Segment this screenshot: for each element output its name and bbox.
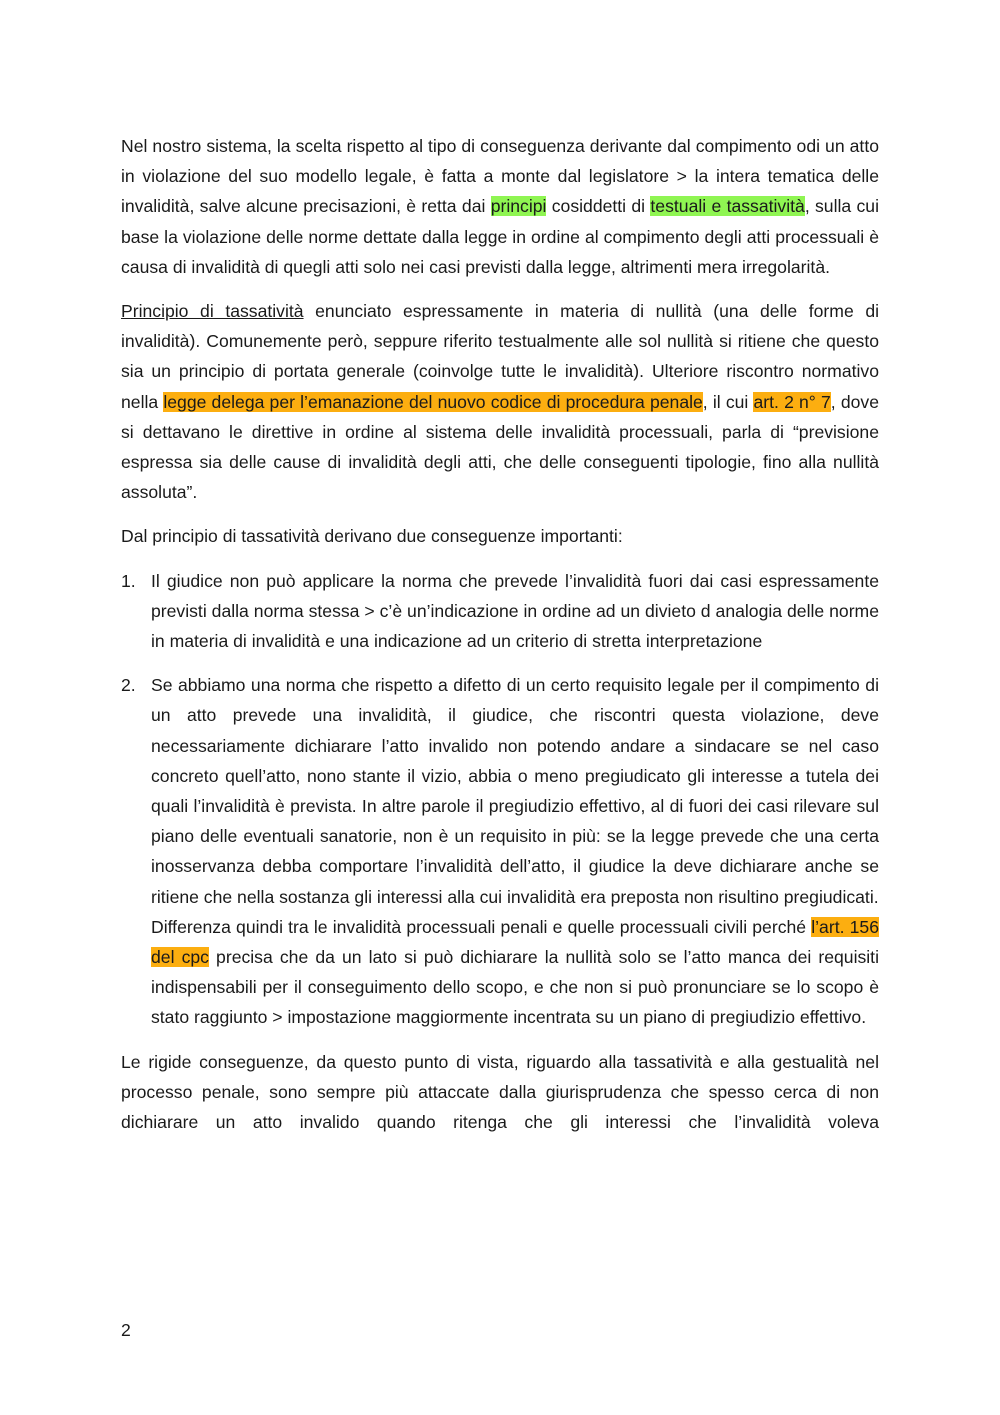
paragraph-2 — [121, 296, 879, 507]
paragraph-3: Dal principio di tassatività derivano due conseguenze importanti: — [121, 526, 623, 547]
text-run: , il cui — [702, 391, 754, 412]
highlight-art-2: art. 2 n° 7 — [753, 391, 831, 412]
paragraph-1 — [121, 131, 879, 282]
numbered-list — [121, 566, 879, 1033]
list-item — [121, 566, 879, 657]
text-run: cosiddetti di — [546, 196, 651, 217]
document-body — [121, 131, 879, 1151]
list-item-text: Il giudice non può applicare la norma che prevede l’invalidità fuori dai casi espressamente previsti dalla norma stessa > c’è un’indicazione in ordine ad un divieto d analogia delle norme in materia di invalidità e una indicazione ad un criterio di stretta interpretazione — [151, 570, 879, 652]
underlined-heading: Principio di tassatività — [121, 301, 304, 322]
text-run: enunciato espressamente in materia di nullità (una delle forme di invalidità). Comunemente però, seppure riferito testualmente alle sol nullità si ritiene che questo sia un principio di portata generale (coinvolge tutte le invalidità). Ulteriore riscontro normativo nella — [121, 301, 880, 412]
text-run: , dove si dettavano le direttive in ordine al sistema delle invalidità processuali, parla di “previsione espressa sia delle cause di invalidità degli atti, che delle conseguenti tipologie, fino alla nullità assoluta”. — [121, 391, 879, 503]
text-run: precisa che da un lato si può dichiarare la nullità solo se l’atto manca dei requisiti indispensabili per il conseguimento dello scopo, e che non si può pronunciare se lo scopo è stato raggiunto > impostazione maggiormente incentrata su un piano di pregiudizio effettivo. — [151, 947, 879, 1028]
highlight-testuali-tassativita: testuali e tassatività — [650, 196, 805, 217]
text-run: , sulla cui base la violazione delle norme dettate dalla legge in ordine al compimento degli atti processuali è causa di invalidità di quegli atti solo nei casi previsti dalla legge, altrimenti mera irregolarità. — [121, 196, 879, 277]
list-item-continuation — [151, 912, 879, 1033]
text-run: Nel nostro sistema, la scelta rispetto al tipo di conseguenza derivante dal compimento odi un atto in violazione del suo modello legale, è fatta a monte dal legislatore > la intera tematica delle invalidità, salve alcune precisazioni, è retta dai — [121, 136, 879, 217]
page-number: 2 — [121, 1320, 131, 1340]
list-number: 2. — [121, 675, 136, 696]
list-item-text: Se abbiamo una norma che rispetto a difetto di un certo requisito legale per il compimento di un atto prevede una invalidità, il giudice, che riscontri questa violazione, deve necessariamente dichiarare l’atto invalido non potendo andare a sindacare se nel caso concreto quell’atto, nono stante il vizio, abbia o meno pregiudicato gli interesse a tutela dei quali l’invalidità è prevista. In altre parole il pregiudizio effettivo, al di fuori dei casi rilevare sul piano delle eventuali sanatorie, non è un requisito in più: se la legge prevede che una certa inosservanza debba comportare l’invalidità dell’atto, il giudice la deve dichiarare anche se ritiene che nella sostanza gli interessi alla cui invalidità era preposta non risultino pregiudicati. — [151, 675, 879, 907]
paragraph-4: Le rigide conseguenze, da questo punto di vista, riguardo alla tassatività e alla gestualità nel processo penale, sono sempre più attaccate dalla giurisprudenza che spesso cerca di non dichiarare un atto invalido quando ritenga che gli interessi che l’invalidità voleva — [121, 1051, 879, 1133]
text-run: Differenza quindi tra le invalidità processuali penali e quelle processuali civili perché — [151, 916, 812, 937]
highlight-principi: principi — [490, 196, 547, 217]
highlight-art-156-cpc: l’art. 156 del cpc — [151, 916, 879, 968]
highlight-legge-delega: legge delega per l’emanazione del nuovo codice di procedura penale — [163, 391, 703, 412]
list-item — [121, 670, 879, 1032]
list-number: 1. — [121, 570, 136, 591]
